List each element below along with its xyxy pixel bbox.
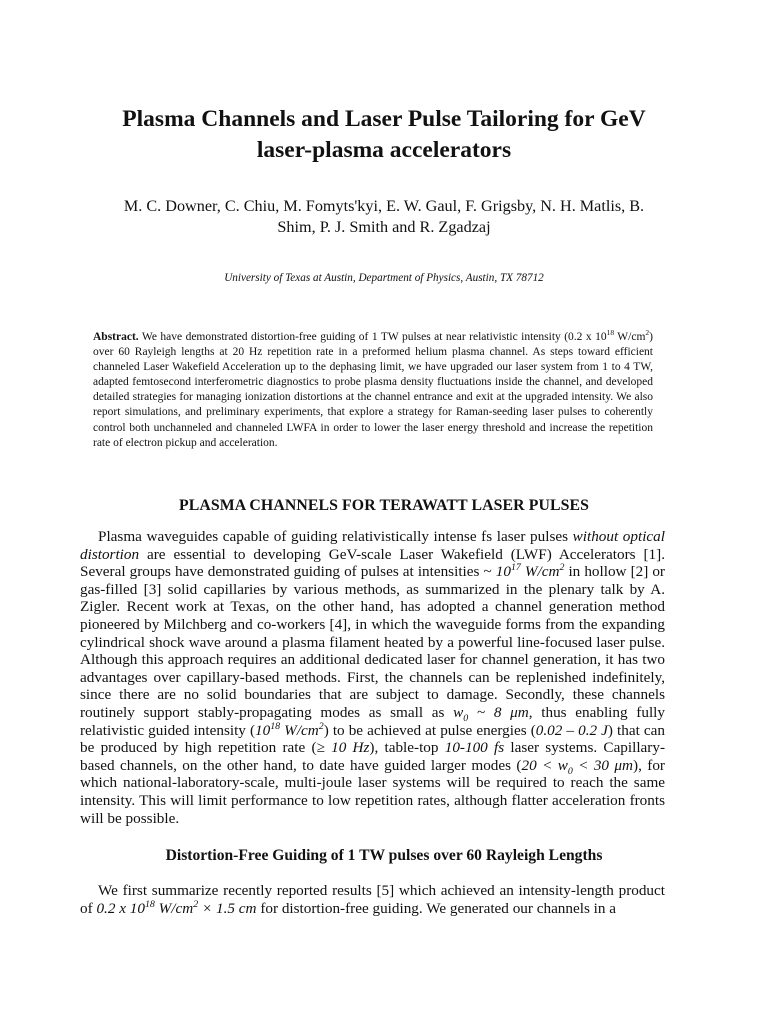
s1-text: ), for which national-laboratory-scale, multi-joule laser systems will be required to reach the same intensity. This will limit performance to low repetition rates, although flatter acceleration fronts will be possible. <box>80 756 665 827</box>
s1-text: , thus enabling fully relativistic guided intensity ( <box>80 703 665 739</box>
subsection-heading-distortion-free: Distortion-Free Guiding of 1 TW pulses over 60 Rayleigh Lengths <box>165 847 603 864</box>
s1-text: ) that can be produced by high repetition rate ( <box>80 721 665 757</box>
s1-text: ), table-top <box>369 739 445 757</box>
s1-math-value: < 30 μm <box>572 756 634 774</box>
s2-math <box>96 900 256 917</box>
abstract-exponent-a: 18 <box>606 328 615 338</box>
s2-text: We first summarize recently reported results [5] which achieved an intensity-length product of <box>80 882 665 917</box>
section-2-paragraph <box>80 882 665 917</box>
s2-math-exp: 18 <box>144 898 155 910</box>
s1-math-base: 10 <box>255 721 271 739</box>
s1-text: are essential to developing GeV-scale Laser Wakefield (LWF) Accelerators [1]. Several groups have demonstrated guiding of pulses at intensities ~ <box>80 545 665 581</box>
title-line-2: laser-plasma accelerators <box>256 137 512 163</box>
s2-math-exp: 2 <box>193 898 199 910</box>
s1-text: laser systems. Capillary-based channels, on the other hand, to date have guided larger modes ( <box>80 739 666 774</box>
section-1-paragraph <box>80 528 665 827</box>
authors-line-1: M. C. Downer, C. Chiu, M. Fomyts'kyi, E. W. Gaul, F. Grigsby, N. H. Matlis, B. <box>123 197 645 215</box>
s1-math-value: ~ 8 μm <box>468 703 529 721</box>
s1-math-sub: 0 <box>567 765 573 777</box>
s2-math-length: × 1.5 cm <box>198 899 257 917</box>
s1-text: ) to be achieved at pulse energies ( <box>323 721 536 739</box>
s1-math-value: ≥ 10 Hz <box>316 739 370 757</box>
paper-title <box>60 104 708 166</box>
s1-math-value: 0.02 – 0.2 J <box>535 721 608 739</box>
abstract-exponent-b: 2 <box>645 328 650 338</box>
s1-math-exp: 2 <box>559 562 565 574</box>
abstract-text-a: We have demonstrated distortion-free guiding of 1 TW pulses at near relativistic intensity (0.2 x 10 <box>138 331 607 343</box>
s1-math-unit: W/cm <box>280 721 319 739</box>
s1-math-exp: 18 <box>270 720 281 732</box>
section-heading-plasma-channels: PLASMA CHANNELS FOR TERAWATT LASER PULSES <box>178 497 590 514</box>
s1-emph: without optical distortion <box>80 528 665 563</box>
s1-text: Plasma waveguides capable of guiding relativistically intense fs laser pulses <box>98 528 573 545</box>
title-line-1: Plasma Channels and Laser Pulse Tailoring for GeV <box>122 106 646 132</box>
s1-math-base: 10 <box>495 563 511 581</box>
abstract-label: Abstract. <box>93 331 139 343</box>
abstract-text-b: W/cm <box>614 331 646 343</box>
s1-math-value: 10-100 fs <box>444 739 505 757</box>
s1-math-var: w <box>453 703 464 721</box>
s1-math-exp: 2 <box>318 720 324 732</box>
s1-math <box>521 756 634 777</box>
s1-math <box>255 722 324 739</box>
s2-math-unit: W/cm <box>154 899 194 917</box>
s1-math-exp: 17 <box>510 562 521 574</box>
s1-math <box>496 563 565 580</box>
abstract-text-c: ) over 60 Rayleigh lengths at 20 Hz repetition rate in a preformed helium plasma channel. As steps toward efficient channeled Laser Wakefield Acceleration up to the dephasing limit, we have upgraded our laser system from 1 to 4 TW, adapted femtosecond interferometric diagnostics to probe plasma density fluctuations inside the channel, and developed detailed strategies for managing ionization distortions at the channel entrance and exit at the upgraded intensity. We also report simulations, and preliminary experiments, that explore a strategy for Raman-seeding laser pulses to coherently control both unchanneled and channeled LWFA in order to lower the laser energy threshold and increase the repetition rate of electron pickup and acceleration. <box>93 331 653 449</box>
author-list <box>70 196 698 238</box>
s1-text: in hollow [2] or gas-filled [3] solid capillaries by various methods, as summarized in the plenary talk by A. Zigler. Recent work at Texas, on the other hand, has adopted a channel generation method pioneered by Milchberg and co-workers [4], in which the waveguide forms from the expanding cylindrical shock wave around a plasma filament heated by a powerful line-focused laser pulse. Although this approach requires an additional dedicated laser for channel generation, it has two advantages over capillary-based methods. First, the channels can be replenished indefinitely, since there are no solid boundaries that are subject to damage. Secondly, these channels routinely support stably-propagating modes as small as <box>80 563 665 721</box>
affiliation: University of Texas at Austin, Department of Physics, Austin, TX 78712 <box>224 272 544 284</box>
s1-math-unit: W/cm <box>520 563 560 581</box>
abstract <box>93 330 653 451</box>
s1-math <box>453 703 529 724</box>
authors-line-2: Shim, P. J. Smith and R. Zgadzaj <box>277 218 491 236</box>
s2-text: for distortion-free guiding. We generated our channels in a <box>256 899 617 917</box>
s1-math-sub: 0 <box>463 712 469 724</box>
s2-math-base: 0.2 x 10 <box>96 899 145 917</box>
s1-math-var: 20 < w <box>521 756 568 774</box>
